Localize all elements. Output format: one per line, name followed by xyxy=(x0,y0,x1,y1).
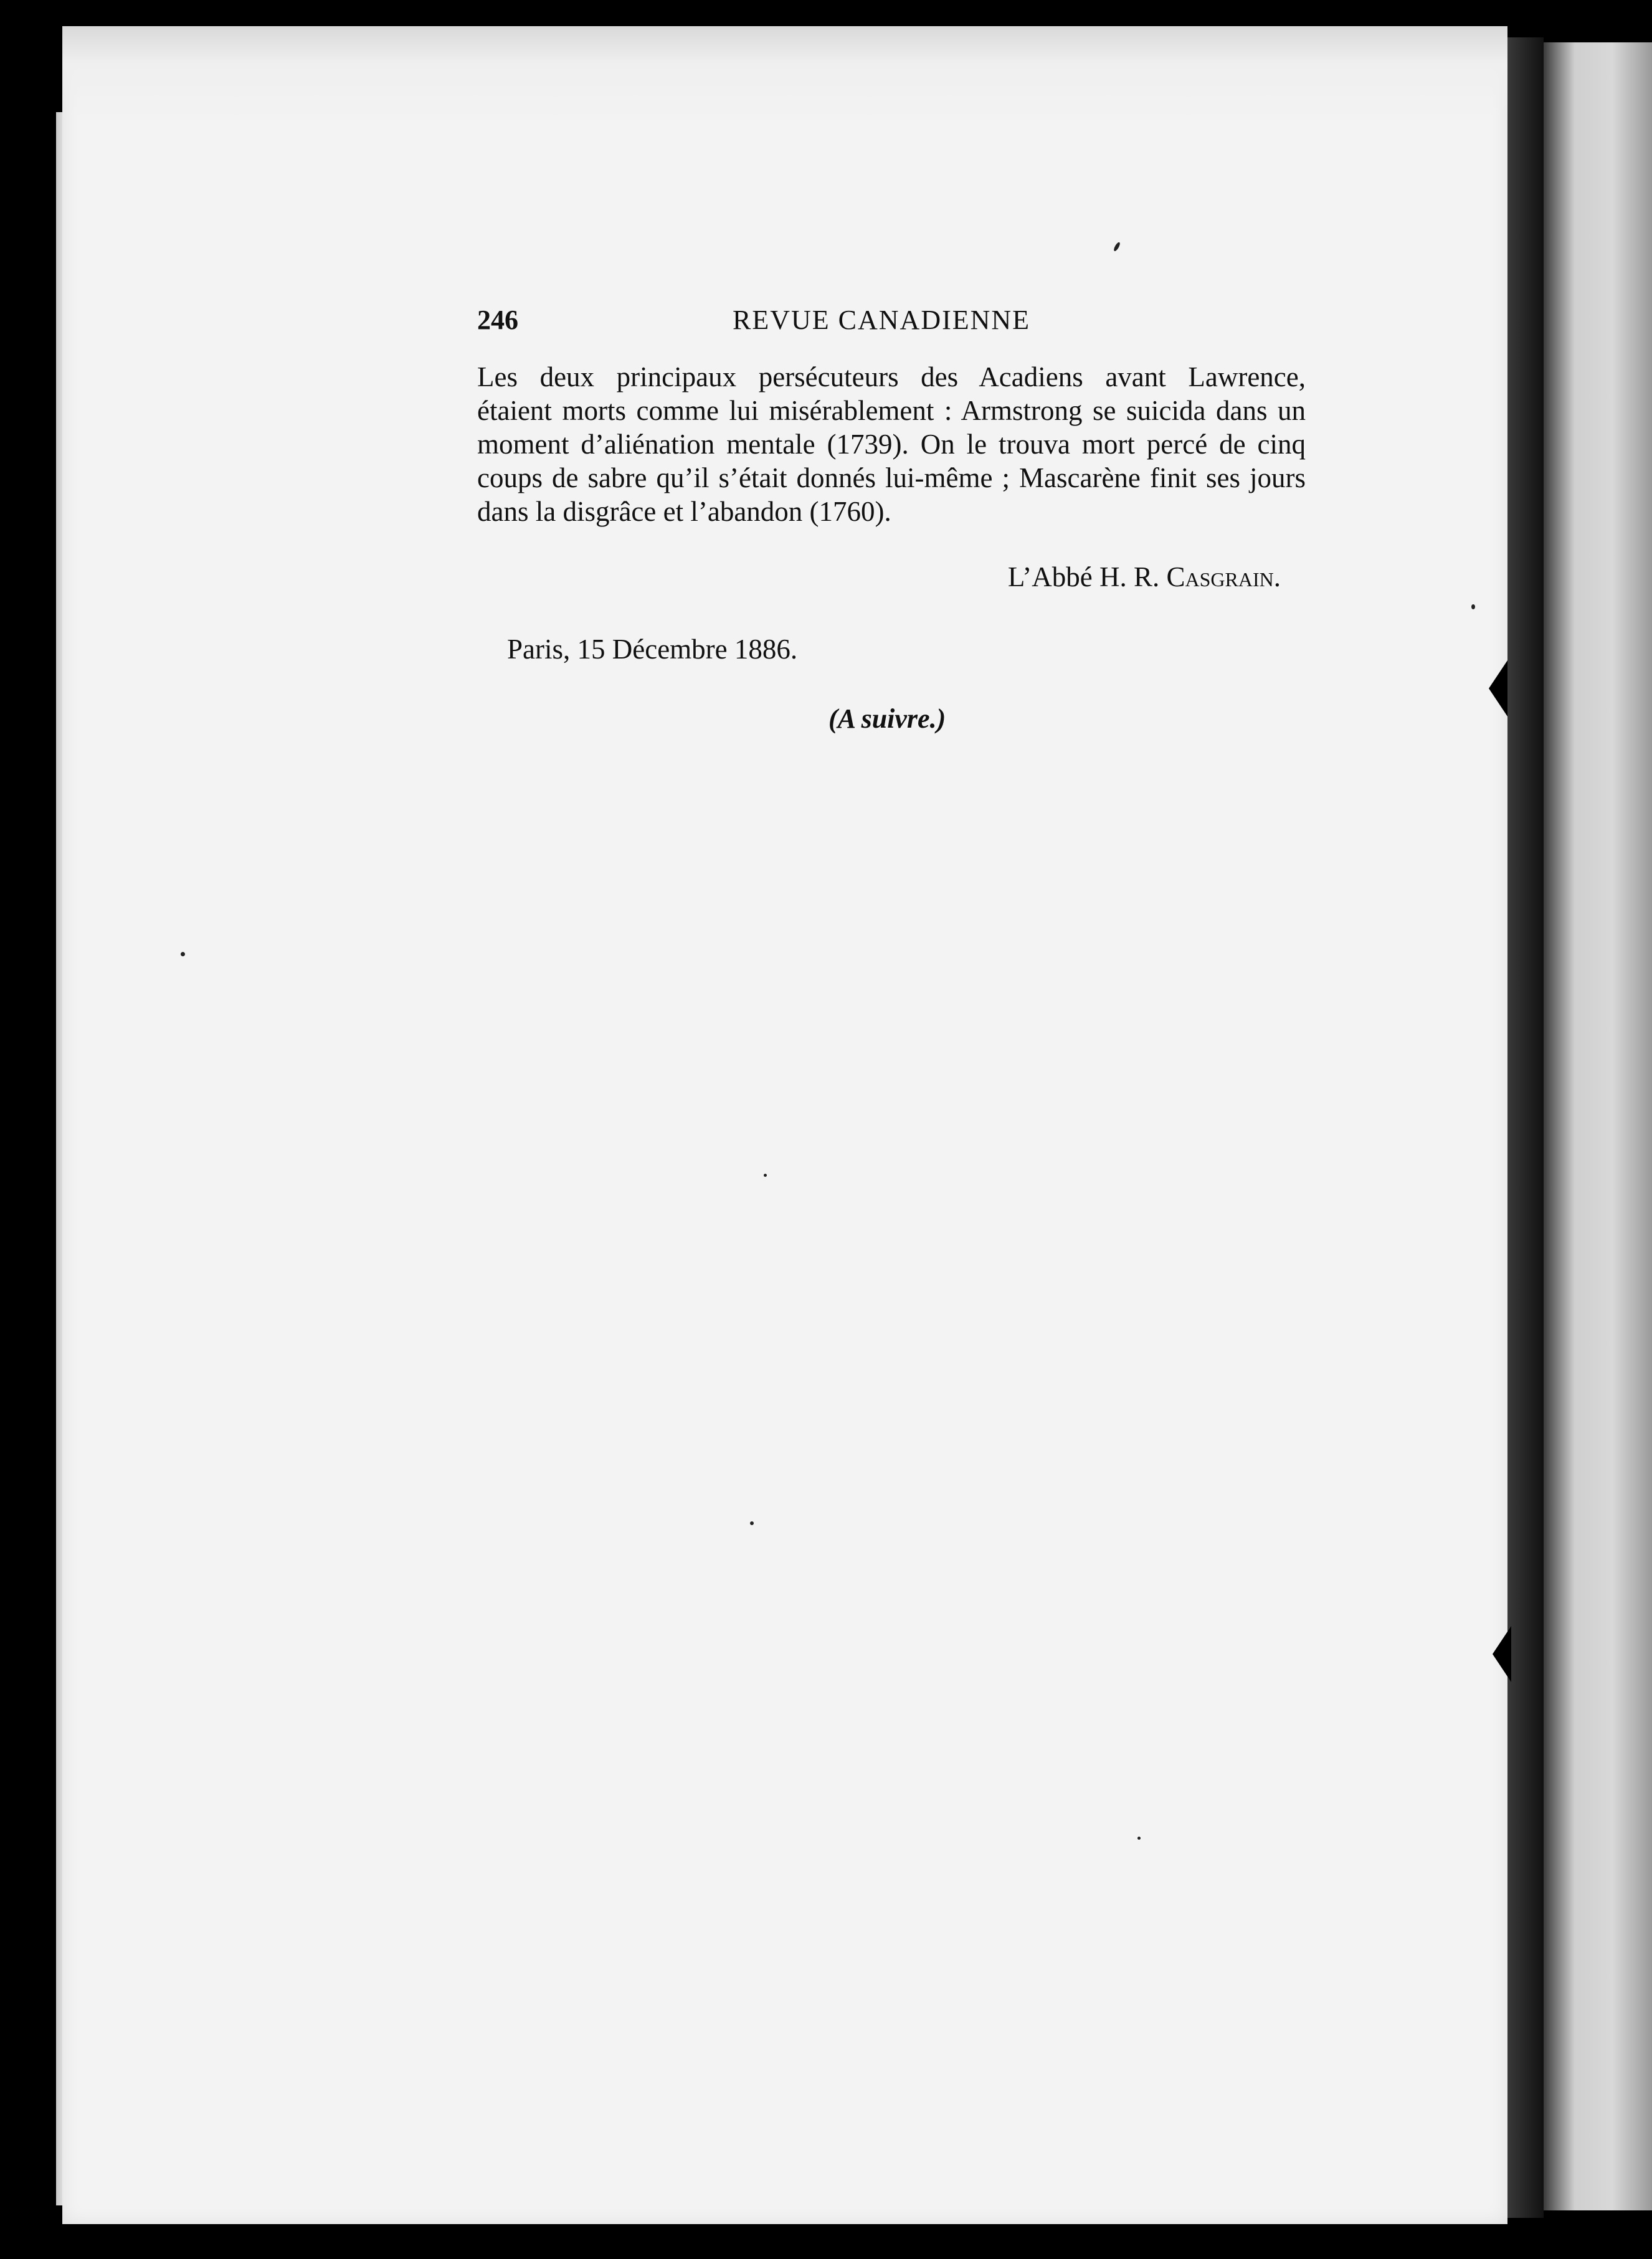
scan-speck xyxy=(1137,1837,1141,1840)
page-gutter-shadow xyxy=(1506,37,1544,2218)
body-paragraph xyxy=(477,360,1306,528)
signature-text xyxy=(1008,561,1281,593)
author-signature xyxy=(477,561,1281,598)
scan-speck xyxy=(181,952,185,956)
signature-surname: Casgrain. xyxy=(1166,561,1281,592)
scan-speck xyxy=(1471,604,1475,609)
signature-prefix: L’Abbé H. R. xyxy=(1007,561,1167,592)
scan-speck xyxy=(750,1521,754,1525)
continuation-note: (A suivre.) xyxy=(828,703,946,734)
body-line: moment d’aliénation mentale (1739). On le trouva mort percé de cinq xyxy=(477,429,1306,460)
adjacent-page-edge xyxy=(1537,42,1652,2210)
page-top-fold xyxy=(62,26,1507,120)
dateline: Paris, 15 Décembre 1886. xyxy=(507,634,798,665)
body-line: dans la disgrâce et l’abandon (1760). xyxy=(477,496,891,527)
running-header xyxy=(477,304,1306,341)
running-title: REVUE CANADIENNE xyxy=(733,305,1031,335)
body-line: étaient morts comme lui misérablement : Armstrong se suicida dans un xyxy=(477,395,1306,426)
body-line: Les deux principaux persécuteurs des Acadiens avant Lawrence, xyxy=(477,361,1306,392)
document-page xyxy=(62,26,1507,2224)
page-number: 246 xyxy=(477,305,518,335)
scan-speck xyxy=(764,1174,767,1177)
body-line: coups de sabre qu’il s’était donnés lui-même ; Mascarène finit ses jours xyxy=(477,462,1306,493)
